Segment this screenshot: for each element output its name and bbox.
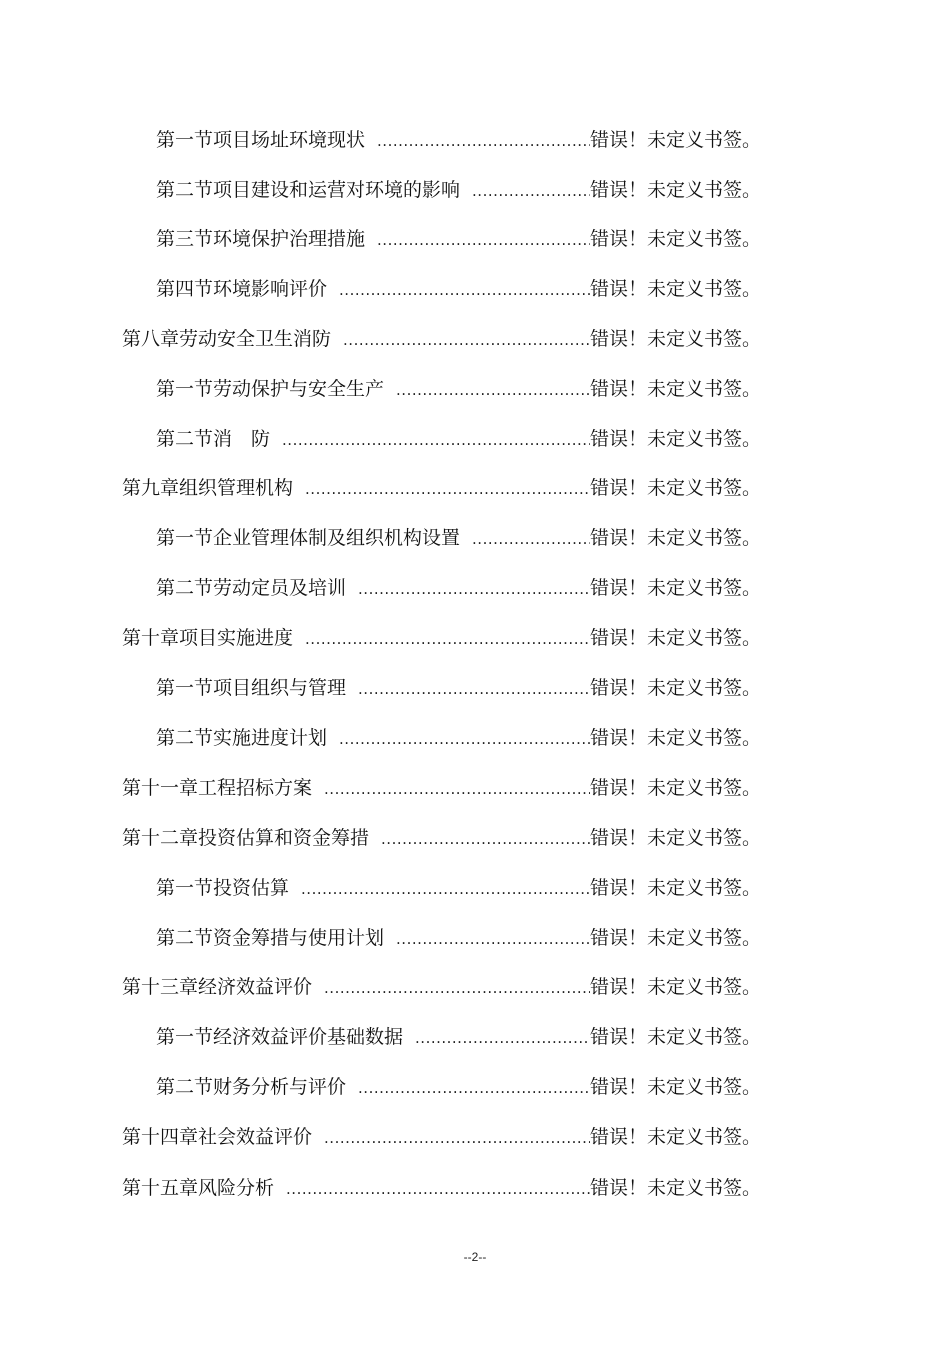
toc-entry[interactable] [122, 324, 761, 354]
toc-entry-number: 第一节 [156, 378, 214, 400]
toc-entry-number: 第二节 [156, 727, 214, 749]
toc-entry-title: 社会效益评价 [198, 1126, 313, 1148]
toc-entry-title: 项目建设和运营对环境的影响 [213, 179, 461, 201]
dot-leader [472, 524, 590, 554]
toc-entry-page-ref: 错误！未定义书签。 [589, 179, 761, 201]
toc-entry[interactable] [122, 473, 761, 503]
toc-entry[interactable] [156, 723, 761, 753]
dot-leader [286, 1174, 590, 1204]
toc-entry[interactable] [156, 523, 761, 553]
toc-entry-page-ref: 错误！未定义书签。 [589, 278, 761, 300]
dot-leader [358, 674, 590, 704]
toc-entry-title: 资金筹措与使用计划 [213, 927, 385, 949]
toc-entry-title: 组织管理机构 [179, 477, 294, 499]
toc-entry[interactable] [156, 374, 761, 404]
toc-entry-title: 工程招标方案 [198, 777, 313, 799]
toc-entry-title: 环境影响评价 [213, 278, 328, 300]
toc-entry-title: 项目实施进度 [179, 627, 294, 649]
dot-leader [324, 774, 590, 804]
toc-entry-number: 第四节 [156, 278, 214, 300]
dot-leader [358, 574, 590, 604]
toc-entry-number: 第二节 [156, 927, 214, 949]
toc-entry[interactable] [156, 873, 761, 903]
page-number: --2-- [463, 1250, 487, 1264]
toc-entry-page-ref: 错误！未定义书签。 [589, 1126, 761, 1148]
toc-entry-title: 财务分析与评价 [213, 1076, 347, 1098]
toc-entry-number: 第九章 [122, 477, 180, 499]
toc-entry-page-ref: 错误！未定义书签。 [589, 378, 761, 400]
toc-entry[interactable] [122, 823, 761, 853]
toc-entry-page-ref: 错误！未定义书签。 [589, 577, 761, 599]
toc-entry-number: 第十二章 [122, 827, 199, 849]
toc-entry-page-ref: 错误！未定义书签。 [589, 976, 761, 998]
toc-entry-page-ref: 错误！未定义书签。 [589, 477, 761, 499]
toc-entry-number: 第十四章 [122, 1126, 199, 1148]
toc-entry-number: 第一节 [156, 877, 214, 899]
dot-leader [381, 824, 590, 854]
dot-leader [339, 275, 590, 305]
toc-entry-number: 第十五章 [122, 1177, 199, 1199]
toc-entry-number: 第二节 [156, 1076, 214, 1098]
toc-entry-page-ref: 错误！未定义书签。 [589, 1177, 761, 1199]
toc-entry-title: 企业管理体制及组织机构设置 [213, 527, 461, 549]
toc-entry[interactable] [156, 274, 761, 304]
toc-entry-number: 第十一章 [122, 777, 199, 799]
toc-entry[interactable] [122, 623, 761, 653]
dot-leader [324, 1123, 590, 1153]
dot-leader [305, 474, 590, 504]
toc-entry-number: 第三节 [156, 228, 214, 250]
toc-entry-page-ref: 错误！未定义书签。 [589, 627, 761, 649]
toc-entry[interactable] [156, 573, 761, 603]
toc-entry-title: 消 防 [213, 428, 271, 450]
toc-entry-number: 第十章 [122, 627, 180, 649]
toc-entry-number: 第一节 [156, 527, 214, 549]
toc-entry-title: 劳动定员及培训 [213, 577, 347, 599]
toc-entry[interactable] [156, 1022, 761, 1052]
dot-leader [324, 973, 590, 1003]
toc-entry-title: 劳动安全卫生消防 [179, 328, 332, 350]
toc-entry-number: 第八章 [122, 328, 180, 350]
toc-entry-page-ref: 错误！未定义书签。 [589, 777, 761, 799]
dot-leader [377, 126, 590, 156]
dot-leader [301, 874, 590, 904]
toc-entry-page-ref: 错误！未定义书签。 [589, 328, 761, 350]
toc-entry[interactable] [156, 1072, 761, 1102]
toc-entry[interactable] [156, 125, 761, 155]
toc-entry-page-ref: 错误！未定义书签。 [589, 428, 761, 450]
toc-entry[interactable] [156, 424, 761, 454]
toc-entry-page-ref: 错误！未定义书签。 [589, 827, 761, 849]
toc-entry-title: 经济效益评价 [198, 976, 313, 998]
dot-leader [339, 724, 590, 754]
toc-entry[interactable] [156, 673, 761, 703]
toc-entry-number: 第二节 [156, 428, 214, 450]
toc-entry-title: 投资估算和资金筹措 [198, 827, 370, 849]
toc-entry-number: 第二节 [156, 577, 214, 599]
toc-entry-number: 第二节 [156, 179, 214, 201]
toc-entry-title: 项目组织与管理 [213, 677, 347, 699]
toc-entry-title: 劳动保护与安全生产 [213, 378, 385, 400]
dot-leader [358, 1073, 590, 1103]
dot-leader [282, 425, 590, 455]
toc-entry-page-ref: 错误！未定义书签。 [589, 877, 761, 899]
toc-entry-title: 实施进度计划 [213, 727, 328, 749]
toc-entry-page-ref: 错误！未定义书签。 [589, 727, 761, 749]
dot-leader [396, 924, 590, 954]
toc-entry-page-ref: 错误！未定义书签。 [589, 1076, 761, 1098]
toc-entry-page-ref: 错误！未定义书签。 [589, 129, 761, 151]
toc-entry[interactable] [122, 972, 761, 1002]
dot-leader [377, 225, 590, 255]
toc-entry[interactable] [122, 1173, 761, 1203]
toc-entry[interactable] [156, 175, 761, 205]
toc-entry[interactable] [122, 773, 761, 803]
toc-entry-number: 第一节 [156, 129, 214, 151]
toc-entry-page-ref: 错误！未定义书签。 [589, 1026, 761, 1048]
toc-entry-title: 环境保护治理措施 [213, 228, 366, 250]
toc-entry-title: 投资估算 [213, 877, 290, 899]
dot-leader [415, 1023, 590, 1053]
toc-entry-page-ref: 错误！未定义书签。 [589, 677, 761, 699]
toc-entry-page-ref: 错误！未定义书签。 [589, 228, 761, 250]
dot-leader [472, 176, 590, 206]
dot-leader [343, 325, 590, 355]
toc-entry[interactable] [156, 224, 761, 254]
toc-entry-number: 第十三章 [122, 976, 199, 998]
toc-entry-page-ref: 错误！未定义书签。 [589, 527, 761, 549]
toc-entry[interactable] [156, 923, 761, 953]
toc-entry-title: 经济效益评价基础数据 [213, 1026, 404, 1048]
dot-leader [305, 624, 590, 654]
dot-leader [396, 375, 590, 405]
toc-entry-number: 第一节 [156, 677, 214, 699]
toc-entry-page-ref: 错误！未定义书签。 [589, 927, 761, 949]
toc-entry[interactable] [122, 1122, 761, 1152]
toc-entry-number: 第一节 [156, 1026, 214, 1048]
toc-entry-title: 风险分析 [198, 1177, 275, 1199]
toc-entry-title: 项目场址环境现状 [213, 129, 366, 151]
